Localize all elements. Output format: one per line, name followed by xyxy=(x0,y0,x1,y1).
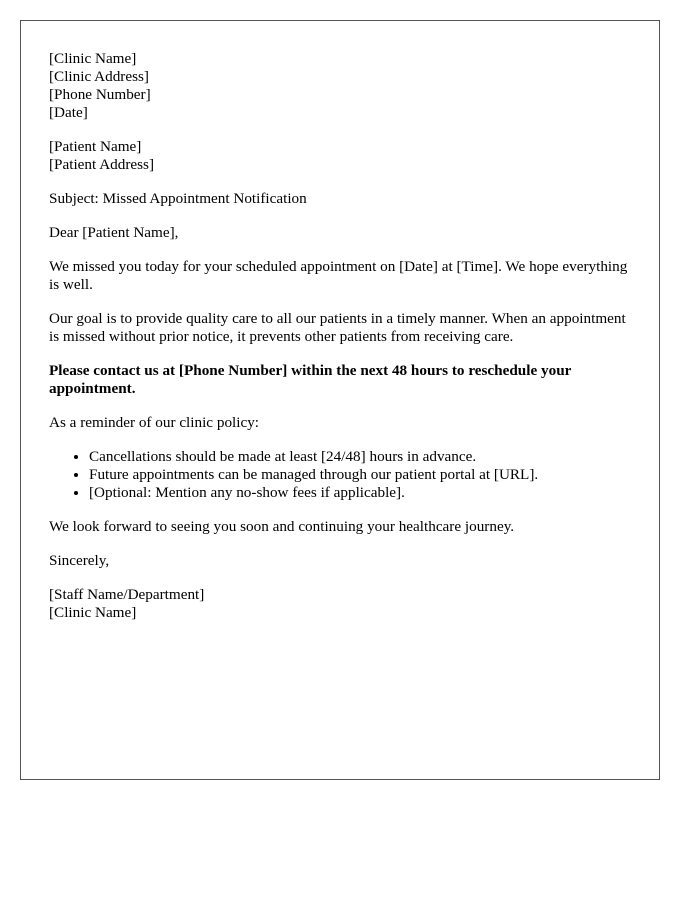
letter-date: [Date] xyxy=(49,104,88,121)
policy-item-portal: • Future appointments can be managed through our patient portal at [URL]. xyxy=(89,466,631,484)
body-paragraph-missed: We missed you today for your scheduled appointment on [Date] at [Time]. We hope everything is well. xyxy=(49,258,628,293)
clinic-address: [Clinic Address] xyxy=(49,68,149,85)
patient-address: [Patient Address] xyxy=(49,156,155,173)
subject-line: Subject: Missed Appointment Notification xyxy=(49,190,307,207)
clinic-info-block xyxy=(49,50,631,122)
patient-name: [Patient Name] xyxy=(49,138,142,155)
clinic-name: [Clinic Name] xyxy=(49,50,137,67)
salutation: Dear [Patient Name], xyxy=(49,224,179,241)
policy-item-cancellations: • Cancellations should be made at least [24/48] hours in advance. xyxy=(89,448,631,466)
policy-list xyxy=(49,448,631,502)
signature-block xyxy=(49,586,631,622)
staff-name: [Staff Name/Department] xyxy=(49,586,205,603)
clinic-phone: [Phone Number] xyxy=(49,86,151,103)
signature-clinic-name: [Clinic Name] xyxy=(49,604,137,621)
patient-info-block xyxy=(49,138,631,174)
sign-off: Sincerely, xyxy=(49,552,110,569)
policy-intro: As a reminder of our clinic policy: xyxy=(49,414,260,431)
body-paragraph-goal: Our goal is to provide quality care to all our patients in a timely manner. When an appointment is missed without prior notice, it prevents other patients from receiving care. xyxy=(49,310,626,345)
call-to-action: Please contact us at [Phone Number] within the next 48 hours to reschedule your appointment. xyxy=(49,362,572,397)
policy-item-fees: • [Optional: Mention any no-show fees if applicable]. xyxy=(89,484,631,502)
letter xyxy=(20,20,660,780)
closing-paragraph: We look forward to seeing you soon and continuing your healthcare journey. xyxy=(49,518,515,535)
